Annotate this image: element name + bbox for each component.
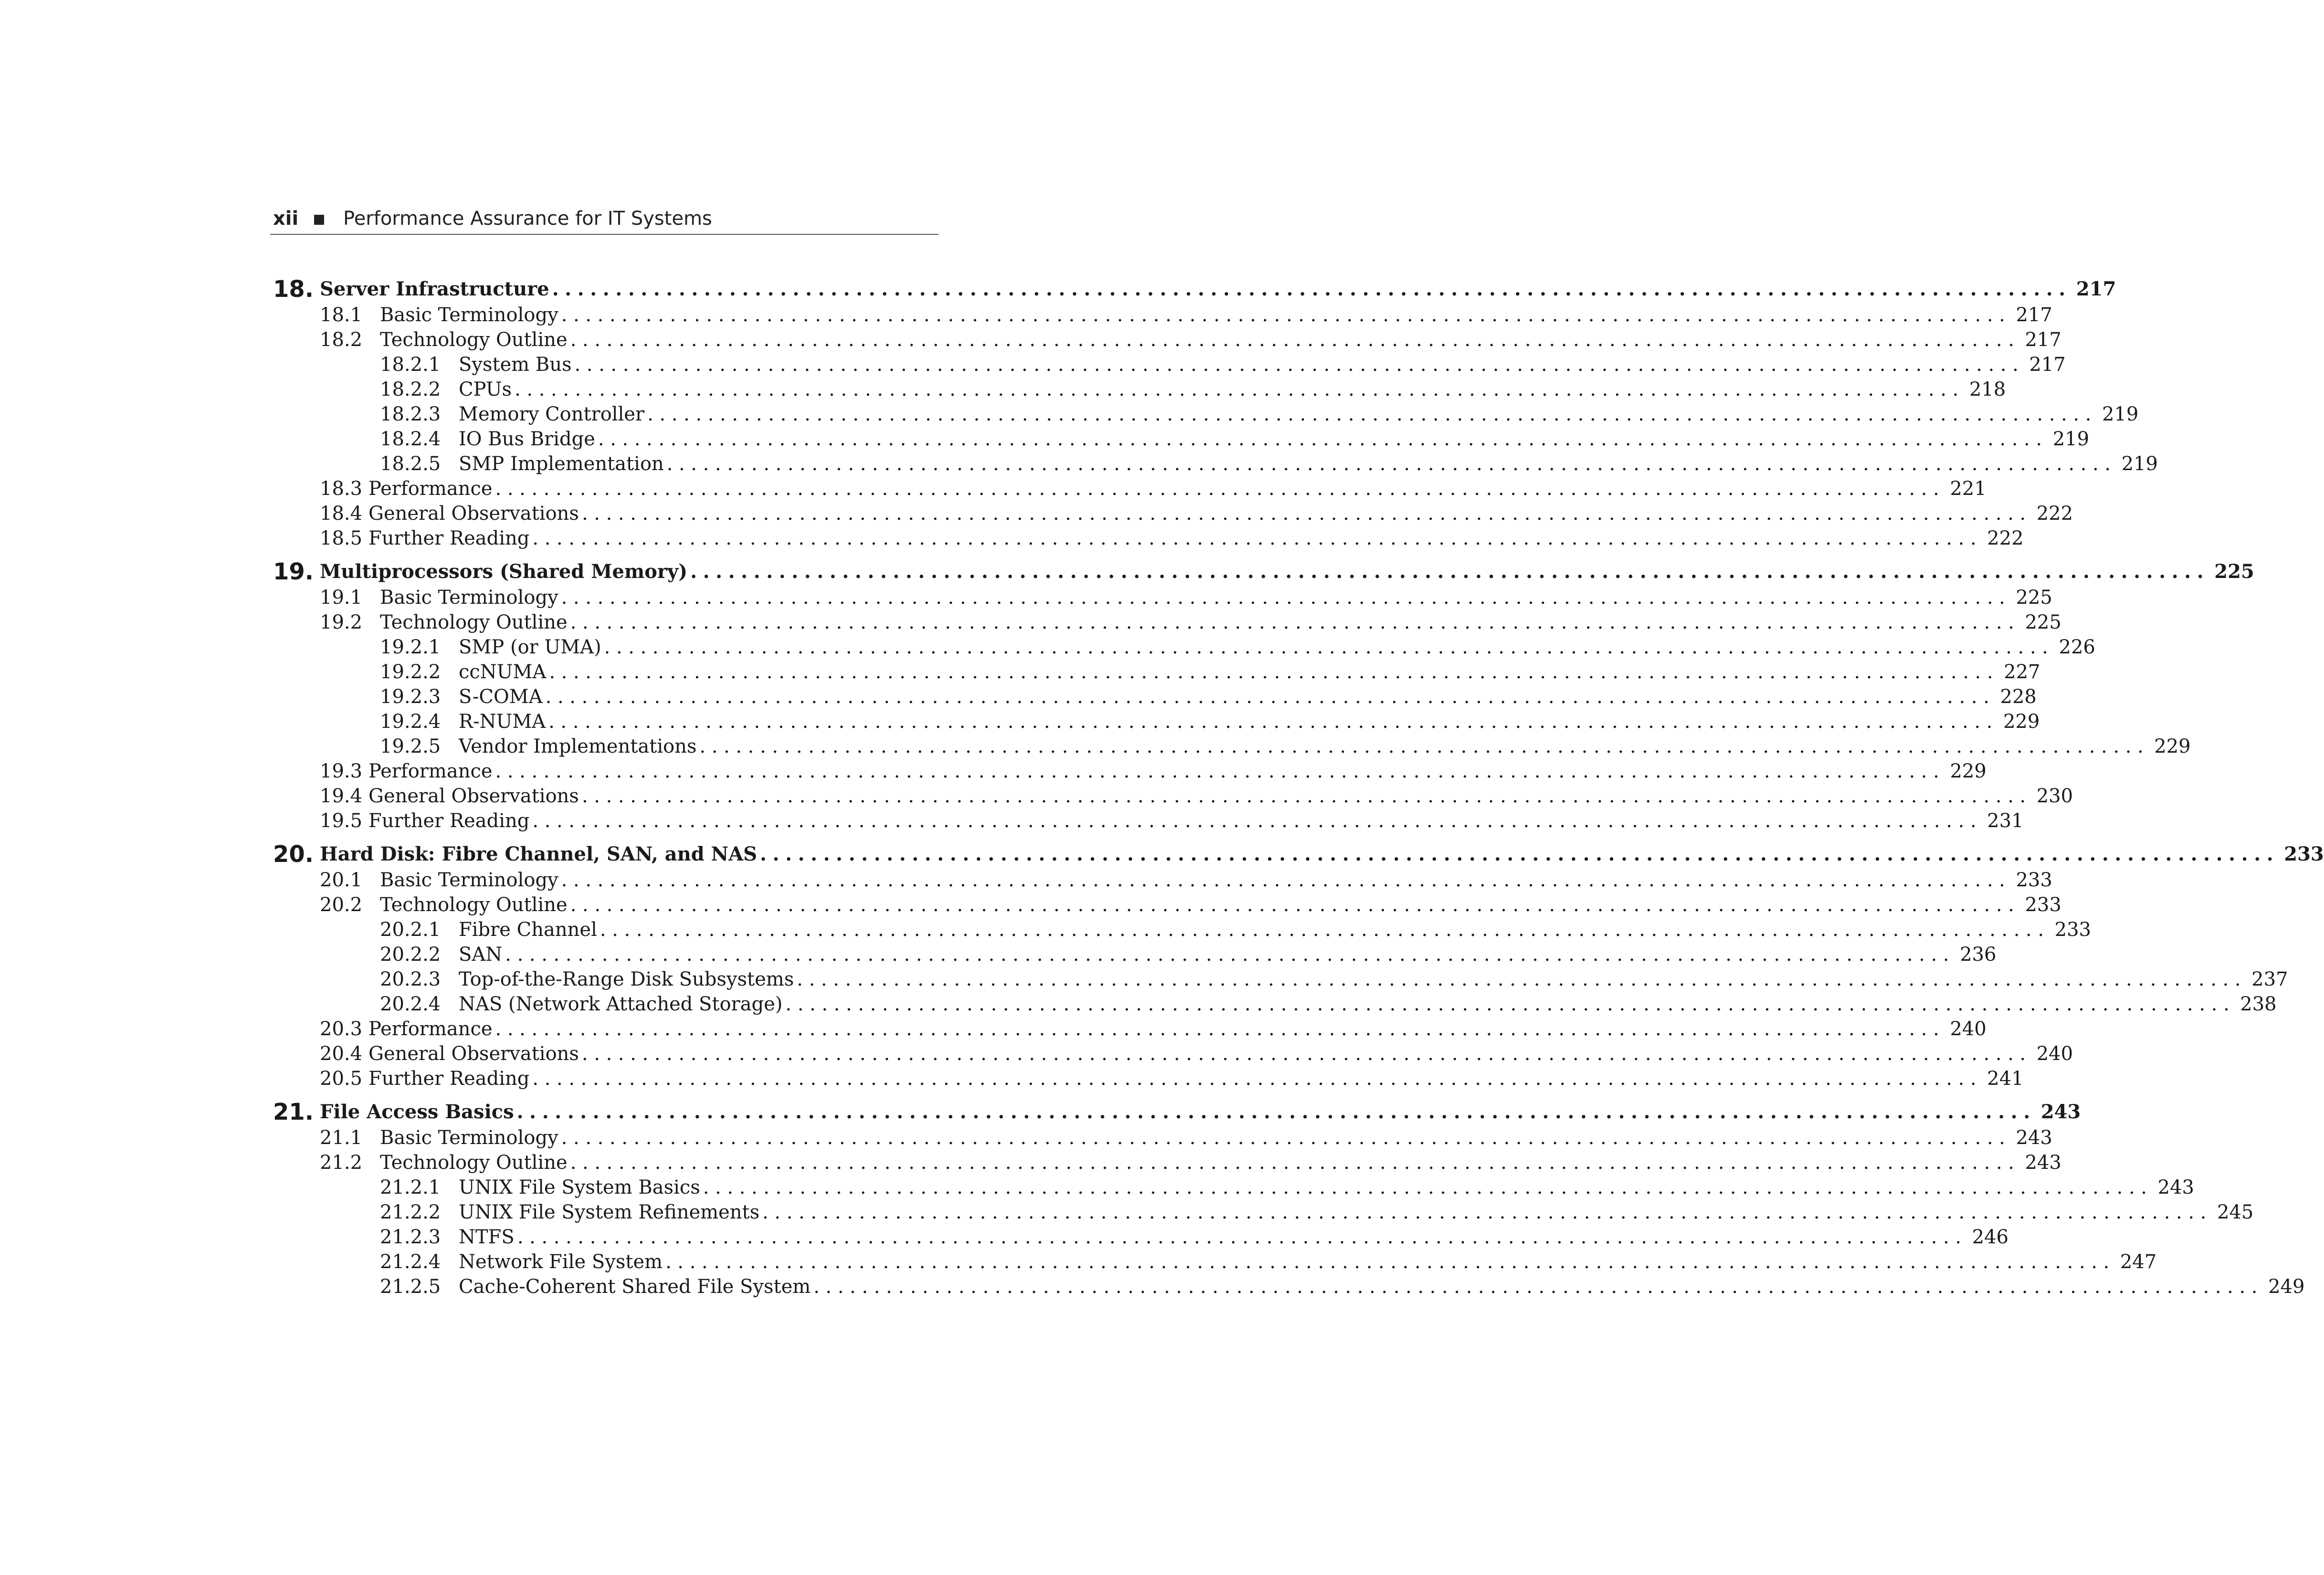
toc-chapter-21 bbox=[270, 1099, 2305, 1299]
toc-entry[interactable] bbox=[270, 635, 2095, 660]
section-number: 18.1 bbox=[320, 304, 363, 326]
subsection-number: 21.2.4 bbox=[380, 1251, 441, 1273]
dot-leader: ........................................................................................................................ bbox=[545, 686, 1996, 708]
chapter-number: 20. bbox=[273, 841, 314, 868]
subsection-title: Cache-Coherent Shared File System bbox=[459, 1274, 813, 1299]
section-title: Technology Outline bbox=[380, 1150, 570, 1175]
dot-leader: ........................................................................................................................ bbox=[570, 894, 2020, 916]
page-number: 226 bbox=[2054, 635, 2092, 660]
dot-leader: ........................................................................................................................ bbox=[785, 993, 2236, 1015]
dot-leader: ........................................................................................................................ bbox=[517, 1226, 1967, 1248]
dot-leader: ........................................................................................................................ bbox=[561, 869, 2011, 891]
page-number: 219 bbox=[2117, 452, 2155, 476]
page-number: 219 bbox=[2097, 402, 2135, 427]
subsection-number: 21.2.3 bbox=[380, 1226, 441, 1248]
toc-entry[interactable] bbox=[270, 526, 2024, 551]
section-number: 20.4 bbox=[320, 1043, 363, 1065]
toc-entry[interactable] bbox=[270, 892, 2061, 917]
dot-leader: ........................................................................................................................ bbox=[647, 403, 2097, 425]
page-number: 243 bbox=[2153, 1175, 2191, 1200]
chapter-title: File Access Basics bbox=[320, 1099, 517, 1125]
toc-entry[interactable] bbox=[270, 402, 2139, 427]
toc-entry[interactable] bbox=[270, 784, 2073, 808]
dot-leader: ........................................................................................................................ bbox=[581, 785, 2032, 807]
toc-entry[interactable] bbox=[270, 476, 1987, 501]
chapter-number: 18. bbox=[273, 276, 314, 303]
toc-chapter-20 bbox=[270, 841, 2324, 1091]
toc-chapter-18 bbox=[270, 276, 2158, 551]
toc-entry[interactable] bbox=[270, 1125, 2052, 1150]
subsection-title: UNIX File System Basics bbox=[459, 1175, 703, 1200]
dot-leader: ........................................................................................................................ bbox=[549, 661, 1999, 683]
subsection-number: 18.2.3 bbox=[380, 403, 441, 425]
subsection-number: 19.2.3 bbox=[380, 686, 441, 708]
section-number: 20.1 bbox=[320, 869, 363, 891]
section-number: 19.2 bbox=[320, 611, 363, 633]
dot-leader: ........................................................................................................................ bbox=[598, 428, 2048, 450]
page-number: 217 bbox=[2011, 303, 2049, 327]
subsection-number: 19.2.1 bbox=[380, 636, 441, 658]
page-number: 218 bbox=[1965, 377, 2003, 402]
dot-leader: ........................................................................................................................ bbox=[570, 611, 2020, 633]
page-number: 231 bbox=[1982, 808, 2020, 833]
page-number: 233 bbox=[2050, 917, 2088, 942]
subsection-title: R-NUMA bbox=[459, 709, 548, 734]
section-number: 20.2 bbox=[320, 894, 363, 916]
toc-entry[interactable] bbox=[270, 1225, 2009, 1250]
page-number: 221 bbox=[1945, 476, 1983, 501]
page-number: 241 bbox=[1982, 1066, 2020, 1091]
subsection-title: SMP Implementation bbox=[459, 452, 667, 476]
page-number: 233 bbox=[2020, 892, 2058, 917]
dot-leader: ........................................................................................................................ bbox=[599, 919, 2050, 941]
dot-leader: ........................................................................................................................ bbox=[760, 843, 2280, 865]
dot-leader: ........................................................................................................................ bbox=[581, 503, 2032, 525]
dot-leader: ........................................................................................................................ bbox=[813, 1276, 2264, 1298]
section-number: 18.2 bbox=[320, 329, 363, 351]
subsection-title: Memory Controller bbox=[459, 402, 647, 427]
dot-leader: ........................................................................................................................ bbox=[665, 1251, 2115, 1273]
toc-chapter-19 bbox=[270, 558, 2254, 833]
dot-leader: ........................................................................................................................ bbox=[574, 354, 2025, 376]
toc-entry[interactable] bbox=[270, 967, 2288, 992]
section-title: Performance bbox=[368, 1017, 495, 1041]
subsection-number: 20.2.2 bbox=[380, 944, 441, 966]
page-number: 243 bbox=[2020, 1150, 2058, 1175]
page-number: 217 bbox=[2024, 352, 2062, 377]
dot-leader: ........................................................................................................................ bbox=[552, 278, 2072, 300]
section-title: Basic Terminology bbox=[380, 303, 561, 327]
section-title: Basic Terminology bbox=[380, 1125, 561, 1150]
dot-leader: ........................................................................................................................ bbox=[516, 1101, 2036, 1123]
section-title: General Observations bbox=[368, 501, 582, 526]
page-number: 237 bbox=[2247, 967, 2285, 992]
toc-entry[interactable] bbox=[270, 427, 2090, 452]
subsection-title: CPUs bbox=[459, 377, 515, 402]
page-number: 225 bbox=[2020, 610, 2058, 635]
subsection-number: 21.2.1 bbox=[380, 1176, 441, 1198]
page-number: 245 bbox=[2212, 1200, 2250, 1225]
toc-chapter-heading[interactable] bbox=[270, 558, 2254, 585]
toc-entry[interactable] bbox=[270, 660, 2040, 684]
subsection-number: 18.2.4 bbox=[380, 428, 441, 450]
section-number: 19.4 bbox=[320, 785, 363, 807]
dot-leader: ........................................................................................................................ bbox=[561, 587, 2011, 609]
dot-leader: ........................................................................................................................ bbox=[495, 1018, 1945, 1040]
subsection-number: 18.2.1 bbox=[380, 354, 441, 376]
page-number: 243 bbox=[2036, 1099, 2074, 1125]
toc-entry[interactable] bbox=[270, 452, 2158, 476]
subsection-number: 19.2.5 bbox=[380, 735, 441, 757]
subsection-title: UNIX File System Refinements bbox=[459, 1200, 762, 1225]
page-number: 229 bbox=[1945, 759, 1983, 784]
page-number: 217 bbox=[2020, 327, 2058, 352]
page-number: 228 bbox=[1995, 684, 2033, 709]
subsection-title: SMP (or UMA) bbox=[459, 635, 604, 660]
section-number: 19.1 bbox=[320, 587, 363, 609]
section-number: 18.3 bbox=[320, 478, 363, 500]
page-number: 225 bbox=[2011, 585, 2049, 610]
chapter-number: 19. bbox=[273, 558, 314, 585]
subsection-number: 20.2.1 bbox=[380, 919, 441, 941]
dot-leader: ........................................................................................................................ bbox=[570, 329, 2020, 351]
toc-entry[interactable] bbox=[270, 1041, 2073, 1066]
dot-leader: ........................................................................................................................ bbox=[690, 560, 2210, 583]
toc-entry[interactable] bbox=[270, 1250, 2157, 1274]
page-number: 229 bbox=[2149, 734, 2187, 759]
chapter-title: Multiprocessors (Shared Memory) bbox=[320, 558, 690, 585]
section-title: Technology Outline bbox=[380, 892, 570, 917]
toc-chapter-heading[interactable] bbox=[270, 1099, 2081, 1125]
section-title: General Observations bbox=[368, 1041, 582, 1066]
page-number: 240 bbox=[2032, 1041, 2070, 1066]
subsection-title: Fibre Channel bbox=[459, 917, 600, 942]
toc-entry[interactable] bbox=[270, 942, 1997, 967]
dot-leader: ........................................................................................................................ bbox=[561, 1127, 2011, 1149]
page-number: 247 bbox=[2115, 1250, 2154, 1274]
dot-leader: ........................................................................................................................ bbox=[532, 1068, 1983, 1090]
chapter-title: Hard Disk: Fibre Channel, SAN, and NAS bbox=[320, 841, 760, 868]
dot-leader: ........................................................................................................................ bbox=[515, 378, 1965, 400]
page-number: 225 bbox=[2209, 558, 2248, 585]
subsection-number: 20.2.3 bbox=[380, 968, 441, 990]
page-number: 238 bbox=[2235, 992, 2273, 1017]
toc-entry[interactable] bbox=[270, 917, 2092, 942]
subsection-title: ccNUMA bbox=[459, 660, 549, 684]
subsection-number: 21.2.2 bbox=[380, 1201, 441, 1223]
section-title: Further Reading bbox=[368, 808, 532, 833]
dot-leader: ........................................................................................................................ bbox=[699, 735, 2150, 757]
page-number: 217 bbox=[2072, 276, 2110, 303]
subsection-title: System Bus bbox=[459, 352, 575, 377]
square-bullet-icon bbox=[314, 215, 324, 225]
section-title: Performance bbox=[368, 759, 495, 784]
dot-leader: ........................................................................................................................ bbox=[561, 304, 2011, 326]
page-number: 233 bbox=[2011, 868, 2049, 892]
dot-leader: ........................................................................................................................ bbox=[666, 453, 2117, 475]
section-title: Basic Terminology bbox=[380, 585, 561, 610]
dot-leader: ........................................................................................................................ bbox=[570, 1152, 2020, 1174]
dot-leader: ........................................................................................................................ bbox=[548, 711, 1998, 733]
subsection-title: Top-of-the-Range Disk Subsystems bbox=[459, 967, 797, 992]
subsection-number: 19.2.4 bbox=[380, 711, 441, 733]
dot-leader: ........................................................................................................................ bbox=[797, 968, 2247, 990]
page-number: 219 bbox=[2048, 427, 2086, 452]
toc-entry[interactable] bbox=[270, 1150, 2061, 1175]
subsection-number: 19.2.2 bbox=[380, 661, 441, 683]
toc-chapter-heading[interactable] bbox=[270, 276, 2116, 303]
section-title: Performance bbox=[368, 476, 495, 501]
toc-entry[interactable] bbox=[270, 684, 2037, 709]
dot-leader: ........................................................................................................................ bbox=[604, 636, 2054, 658]
section-title: Technology Outline bbox=[380, 610, 570, 635]
section-number: 18.5 bbox=[320, 527, 363, 549]
subsection-number: 21.2.5 bbox=[380, 1276, 441, 1298]
toc-entry[interactable] bbox=[270, 1175, 2194, 1200]
toc-entry[interactable] bbox=[270, 377, 2006, 402]
subsection-title: SAN bbox=[459, 942, 505, 967]
chapter-number: 21. bbox=[273, 1099, 314, 1125]
subsection-title: S-COMA bbox=[459, 684, 546, 709]
toc-entry[interactable] bbox=[270, 610, 2061, 635]
section-title: Basic Terminology bbox=[380, 868, 561, 892]
section-number: 21.2 bbox=[320, 1152, 363, 1174]
subsection-title: NTFS bbox=[459, 1225, 517, 1250]
dot-leader: ........................................................................................................................ bbox=[532, 810, 1983, 832]
section-title: Technology Outline bbox=[380, 327, 570, 352]
dot-leader: ........................................................................................................................ bbox=[495, 478, 1945, 500]
toc-entry[interactable] bbox=[270, 808, 2024, 833]
page-number: 230 bbox=[2032, 784, 2070, 808]
section-title: Further Reading bbox=[368, 526, 532, 551]
dot-leader: ........................................................................................................................ bbox=[505, 944, 1956, 966]
page-number: 227 bbox=[1999, 660, 2037, 684]
toc-entry[interactable] bbox=[270, 992, 2277, 1017]
chapter-title: Server Infrastructure bbox=[320, 276, 552, 303]
subsection-title: Vendor Implementations bbox=[459, 734, 700, 759]
dot-leader: ........................................................................................................................ bbox=[532, 527, 1983, 549]
toc-entry[interactable] bbox=[270, 352, 2066, 377]
toc-entry[interactable] bbox=[270, 1017, 1987, 1041]
toc-entry[interactable] bbox=[270, 327, 2061, 352]
section-number: 19.3 bbox=[320, 760, 363, 782]
page-number: 222 bbox=[1982, 526, 2020, 551]
toc-entry[interactable] bbox=[270, 709, 2040, 734]
page-number: 236 bbox=[1955, 942, 1993, 967]
page-number: 222 bbox=[2032, 501, 2070, 526]
page-number: 249 bbox=[2263, 1274, 2302, 1299]
subsection-title: NAS (Network Attached Storage) bbox=[459, 992, 786, 1017]
page-number: 240 bbox=[1945, 1017, 1983, 1041]
section-number: 20.5 bbox=[320, 1068, 363, 1090]
dot-leader: ........................................................................................................................ bbox=[581, 1043, 2032, 1065]
section-number: 19.5 bbox=[320, 810, 363, 832]
page-number: 246 bbox=[1967, 1225, 2006, 1250]
page-number: 229 bbox=[1998, 709, 2037, 734]
section-number: 18.4 bbox=[320, 503, 363, 525]
section-number: 21.1 bbox=[320, 1127, 363, 1149]
page-folio: xii bbox=[273, 208, 299, 230]
toc-entry[interactable] bbox=[270, 1200, 2254, 1225]
section-title: General Observations bbox=[368, 784, 582, 808]
dot-leader: ........................................................................................................................ bbox=[495, 760, 1945, 782]
toc-entry[interactable] bbox=[270, 734, 2191, 759]
toc-entry[interactable] bbox=[270, 759, 1987, 784]
toc-entry[interactable] bbox=[270, 1274, 2305, 1299]
page-number: 243 bbox=[2011, 1125, 2049, 1150]
running-title: Performance Assurance for IT Systems bbox=[343, 208, 712, 230]
toc-entry[interactable] bbox=[270, 868, 2052, 892]
section-number: 20.3 bbox=[320, 1018, 363, 1040]
page-number: 233 bbox=[2279, 841, 2317, 868]
toc-entry[interactable] bbox=[270, 585, 2052, 610]
toc-entry[interactable] bbox=[270, 501, 2073, 526]
subsection-number: 18.2.2 bbox=[380, 378, 441, 400]
subsection-number: 18.2.5 bbox=[380, 453, 441, 475]
toc-entry[interactable] bbox=[270, 1066, 2024, 1091]
subsection-title: Network File System bbox=[459, 1250, 665, 1274]
dot-leader: ........................................................................................................................ bbox=[762, 1201, 2212, 1223]
running-header bbox=[270, 205, 938, 235]
section-title: Further Reading bbox=[368, 1066, 532, 1091]
toc-entry[interactable] bbox=[270, 303, 2052, 327]
toc-chapter-heading[interactable] bbox=[270, 841, 2324, 868]
subsection-number: 20.2.4 bbox=[380, 993, 441, 1015]
table-of-contents bbox=[270, 276, 2324, 1307]
dot-leader: ........................................................................................................................ bbox=[703, 1176, 2153, 1198]
subsection-title: IO Bus Bridge bbox=[459, 427, 598, 452]
